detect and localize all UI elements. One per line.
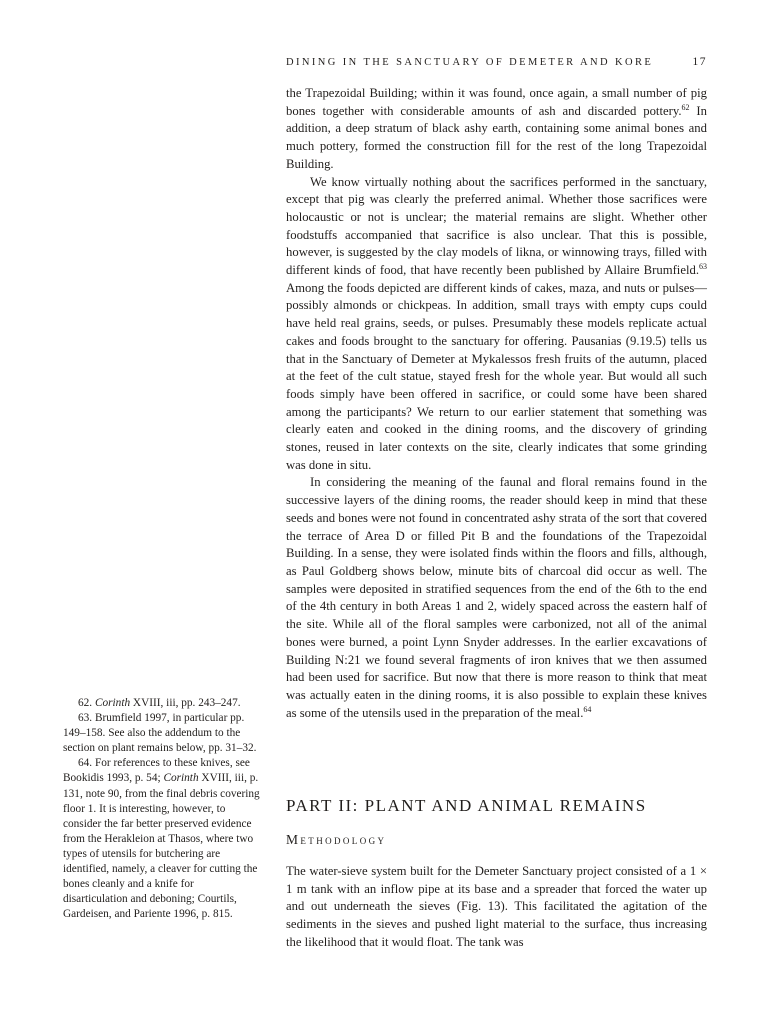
page-number: 17 (692, 56, 707, 68)
running-head (286, 56, 707, 68)
footnote-62: 62. Corinth XVIII, iii, pp. 243–247. (78, 697, 241, 709)
body-paragraph: We know virtually nothing about the sacrifices performed in the sanctuary, except that pig was clearly the preferred animal. Whether those sacrifices were holocaustic or not is unclear; the material remains are slight. Whether other foodstuffs accompanied that sacrifice is also unclear. That this is possible, however, is suggested by the clay models of likna, or winnowing trays, filled with different kinds of food, that have recently been published by Allaire Brumfield.$^{63}$ Among the foods depicted are different kinds of cakes, maza, and nuts or pulses—possibly almonds or chickpeas. In addition, small trays with empty cups could have held real grains, seeds, or pulses. Presumably these models replicate actual cakes and foods brought to the sanctuary for offering. Pausanias (9.19.5) tells us that in the Sanctuary of Demeter at Mykalessos fresh fruits of the autumn, placed at the feet of the cult statue, stayed fresh for the whole year. But would all such foods simply have been offered in sacrifice, or could some have been shared among the participants? We return to our earlier statement that something was clearly eaten and cooked in the dining rooms, and the discovery of grinding stones, reused in later contexts on the site, clearly indicates that some grinding was done in situ. (286, 174, 707, 472)
footnote-63: 63. Brumfield 1997, in particular pp. 149–158. See also the addendum to the section on plant remains below, pp. 31–32. (63, 712, 257, 755)
methodology-text-column (286, 863, 707, 952)
body-text-column (286, 85, 707, 722)
part-heading: PART II: PLANT AND ANIMAL REMAINS (286, 796, 647, 815)
footnote-64: 64. For references to these knives, see Bookidis 1993, p. 54; Corinth XVIII, iii, p. 131, note 90, from the final debris covering floor 1. It is interesting, however, to consider the far better preserved evidence from the Herakleion at Thasos, where two types of utensils for butchering are identified, namely, a cleaver for cutting the bones cleanly and a knife for disarticulation and deboning; Courtils, Gardeisen, and Pariente 1996, p. 815. (63, 757, 260, 921)
running-title: DINING IN THE SANCTUARY OF DEMETER AND KORE (286, 57, 654, 68)
body-paragraph: The water-sieve system built for the Demeter Sanctuary project consisted of a 1 × 1 m tank with an inflow pipe at its base and a spreader that forced the water up and out underneath the sieves (Fig. 13). This facilitated the agitation of the sediments in the sieves and pushed light material to the surface, thus increasing the likelihood that it would float. The tank was (286, 864, 707, 949)
section-heading: Methodology (286, 832, 387, 847)
body-paragraph: In considering the meaning of the faunal and floral remains found in the successive layers of the dining rooms, the reader should keep in mind that these seeds and bones were not found in concentrated ashy strata of the sort that covered the terrace of Area D or filled Pit B and the foundations of the Trapezoidal Building. In a sense, they were isolated finds within the floors and fills, although, as Paul Goldberg shows below, minute bits of charcoal did occur as well. The samples were deposited in stratified sequences from the end of the 6th to the end of the 4th century in both Areas 1 and 2, widely spaced across the eastern half of the site. While all of the floral samples were carbonized, not all of the animal bones were burned, a point Lynn Snyder addresses. In the earlier excavations of Building N:21 we found several fragments of iron knives that we then assumed had been used for sacrifice. But now that there is more reason to think that meat was actually eaten in the dining rooms, it is also possible to explain these knives as some of the utensils used in the preparation of the meal.$^{64}$ (286, 475, 707, 720)
margin-notes (63, 696, 261, 922)
body-paragraph: the Trapezoidal Building; within it was found, once again, a small number of pig bones together with considerable amounts of ash and discarded pottery.$^{62}$ In addition, a deep stratum of black ashy earth, containing some animal bones and much pottery, formed the construction fill for the rest of the long Trapezoidal Building. (286, 86, 707, 171)
